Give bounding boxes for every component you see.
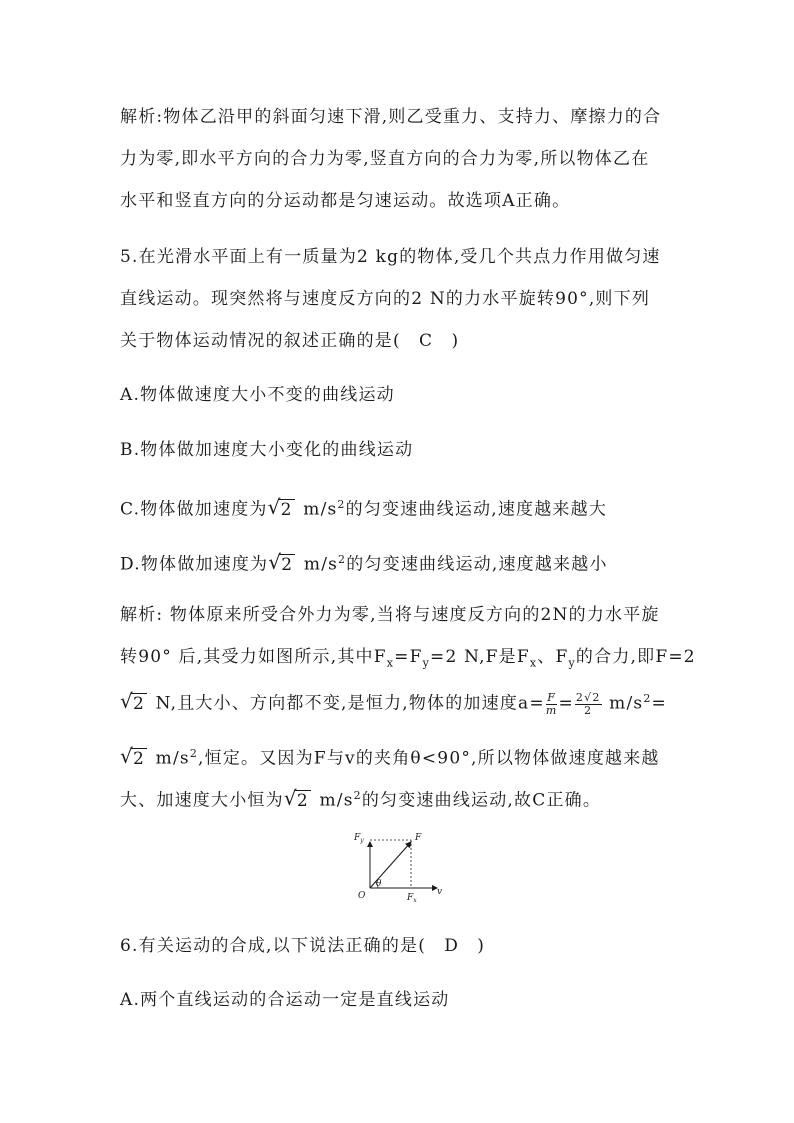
label-fy: $F_y$ xyxy=(354,833,364,844)
analysis-5-line-5 xyxy=(120,784,601,813)
unit-exponent: 2 xyxy=(643,692,652,705)
sqrt-expression xyxy=(267,494,295,522)
numerator: F xyxy=(547,690,557,704)
option-d-prefix: D.物体做加速度为 xyxy=(120,554,269,575)
analysis-4-line-2: 力为零,即水平方向的合力为零,竖直方向的合力为零,所以物体乙在 xyxy=(120,149,650,169)
question-5-line-2: 直线运动。现突然将与速度反方向的2 N的力水平旋转90°,则下列 xyxy=(120,289,651,309)
fraction-2sqrt2-over-2 xyxy=(575,692,602,717)
radical-sign: √ xyxy=(267,494,282,519)
subscript: x xyxy=(386,656,395,670)
text-segment: 大、加速度大小恒为 xyxy=(120,790,284,811)
analysis-5-line-4 xyxy=(120,742,660,771)
analysis-5-line-1: 解析: 物体原来所受合外力为零,当将与速度反方向的2N的力水平旋 xyxy=(120,605,660,625)
subscript: x xyxy=(529,656,538,670)
unit-exponent: 2 xyxy=(337,498,346,511)
label-v: v xyxy=(437,887,443,897)
unit-exponent: 2 xyxy=(353,789,362,802)
unit: m/s xyxy=(296,499,338,520)
subscript: y xyxy=(568,656,576,670)
unit: m/s xyxy=(312,790,354,811)
radical-sign: √ xyxy=(120,688,134,713)
denominator: 2 xyxy=(584,703,593,717)
sqrt-expression xyxy=(120,743,147,771)
text-segment: 的合力,即F=2 xyxy=(575,647,696,667)
analysis-4-line-1: 解析:物体乙沿甲的斜面匀速下滑,则乙受重力、支持力、摩擦力的合 xyxy=(120,107,662,127)
text-segment: N,且大小、方向都不变,是恒力,物体的加速度a= xyxy=(149,693,545,714)
radical-sign: √ xyxy=(120,743,134,768)
radicand: 2 xyxy=(133,693,146,714)
text-segment: ,恒定。又因为F与v的夹角θ<90°,所以物体做速度越来越 xyxy=(198,748,660,769)
radical-sign: √ xyxy=(283,785,298,810)
denominator: m xyxy=(545,703,558,717)
label-origin: O xyxy=(358,891,366,901)
text-segment: 、F xyxy=(537,647,569,667)
text-segment: =F xyxy=(394,647,423,667)
sqrt-expression xyxy=(283,785,311,813)
fraction-F-over-m xyxy=(546,692,558,717)
option-c xyxy=(120,493,607,522)
option-d-suffix: 的匀变速曲线运动,速度越来越小 xyxy=(346,554,608,575)
label-f: F xyxy=(415,833,422,843)
text-segment: =2 N,F是F xyxy=(430,647,530,667)
text-segment: = xyxy=(651,693,667,714)
radical-sign: √ xyxy=(268,549,283,574)
unit: m/s xyxy=(149,748,190,769)
option-c-prefix: C.物体做加速度为 xyxy=(120,499,268,520)
sqrt-expression xyxy=(268,549,295,577)
numerator: 2√2 xyxy=(575,690,601,704)
option-b: B.物体做加速度大小变化的曲线运动 xyxy=(120,440,414,460)
unit-exponent: 2 xyxy=(338,553,347,566)
text-segment: = xyxy=(558,693,574,714)
question-6-option-a: A.两个直线运动的合运动一定是直线运动 xyxy=(120,990,450,1010)
text-segment: 的匀变速曲线运动,故C正确。 xyxy=(361,790,602,811)
label-fx: $F_x$ xyxy=(407,893,417,904)
question-6-line-1: 6.有关运动的合成,以下说法正确的是( D ) xyxy=(120,936,486,956)
analysis-5-line-3 xyxy=(120,687,667,717)
text-segment: 转90° 后,其受力如图所示,其中F xyxy=(120,647,387,667)
analysis-4-line-3: 水平和竖直方向的分运动都是匀速运动。故选项A正确。 xyxy=(120,191,571,211)
option-d xyxy=(120,548,608,577)
radicand: 2 xyxy=(280,499,293,520)
radicand: 2 xyxy=(281,554,294,575)
analysis-5-line-2 xyxy=(120,645,696,675)
force-diagram xyxy=(345,828,450,908)
option-a: A.物体做速度大小不变的曲线运动 xyxy=(120,385,395,405)
sqrt-expression xyxy=(120,688,147,716)
option-c-suffix: 的匀变速曲线运动,速度越来越大 xyxy=(345,499,608,520)
unit: m/s xyxy=(602,693,644,714)
unit-exponent: 2 xyxy=(189,747,199,760)
subscript: y xyxy=(422,656,431,670)
unit: m/s xyxy=(297,554,339,575)
label-theta: θ xyxy=(376,879,382,889)
radicand: 2 xyxy=(296,790,309,811)
radicand: 2 xyxy=(133,748,146,769)
question-5-line-1: 5.在光滑水平面上有一质量为2 kg的物体,受几个共点力作用做匀速 xyxy=(120,247,661,267)
question-5-line-3: 关于物体运动情况的叙述正确的是( C ) xyxy=(120,331,460,351)
